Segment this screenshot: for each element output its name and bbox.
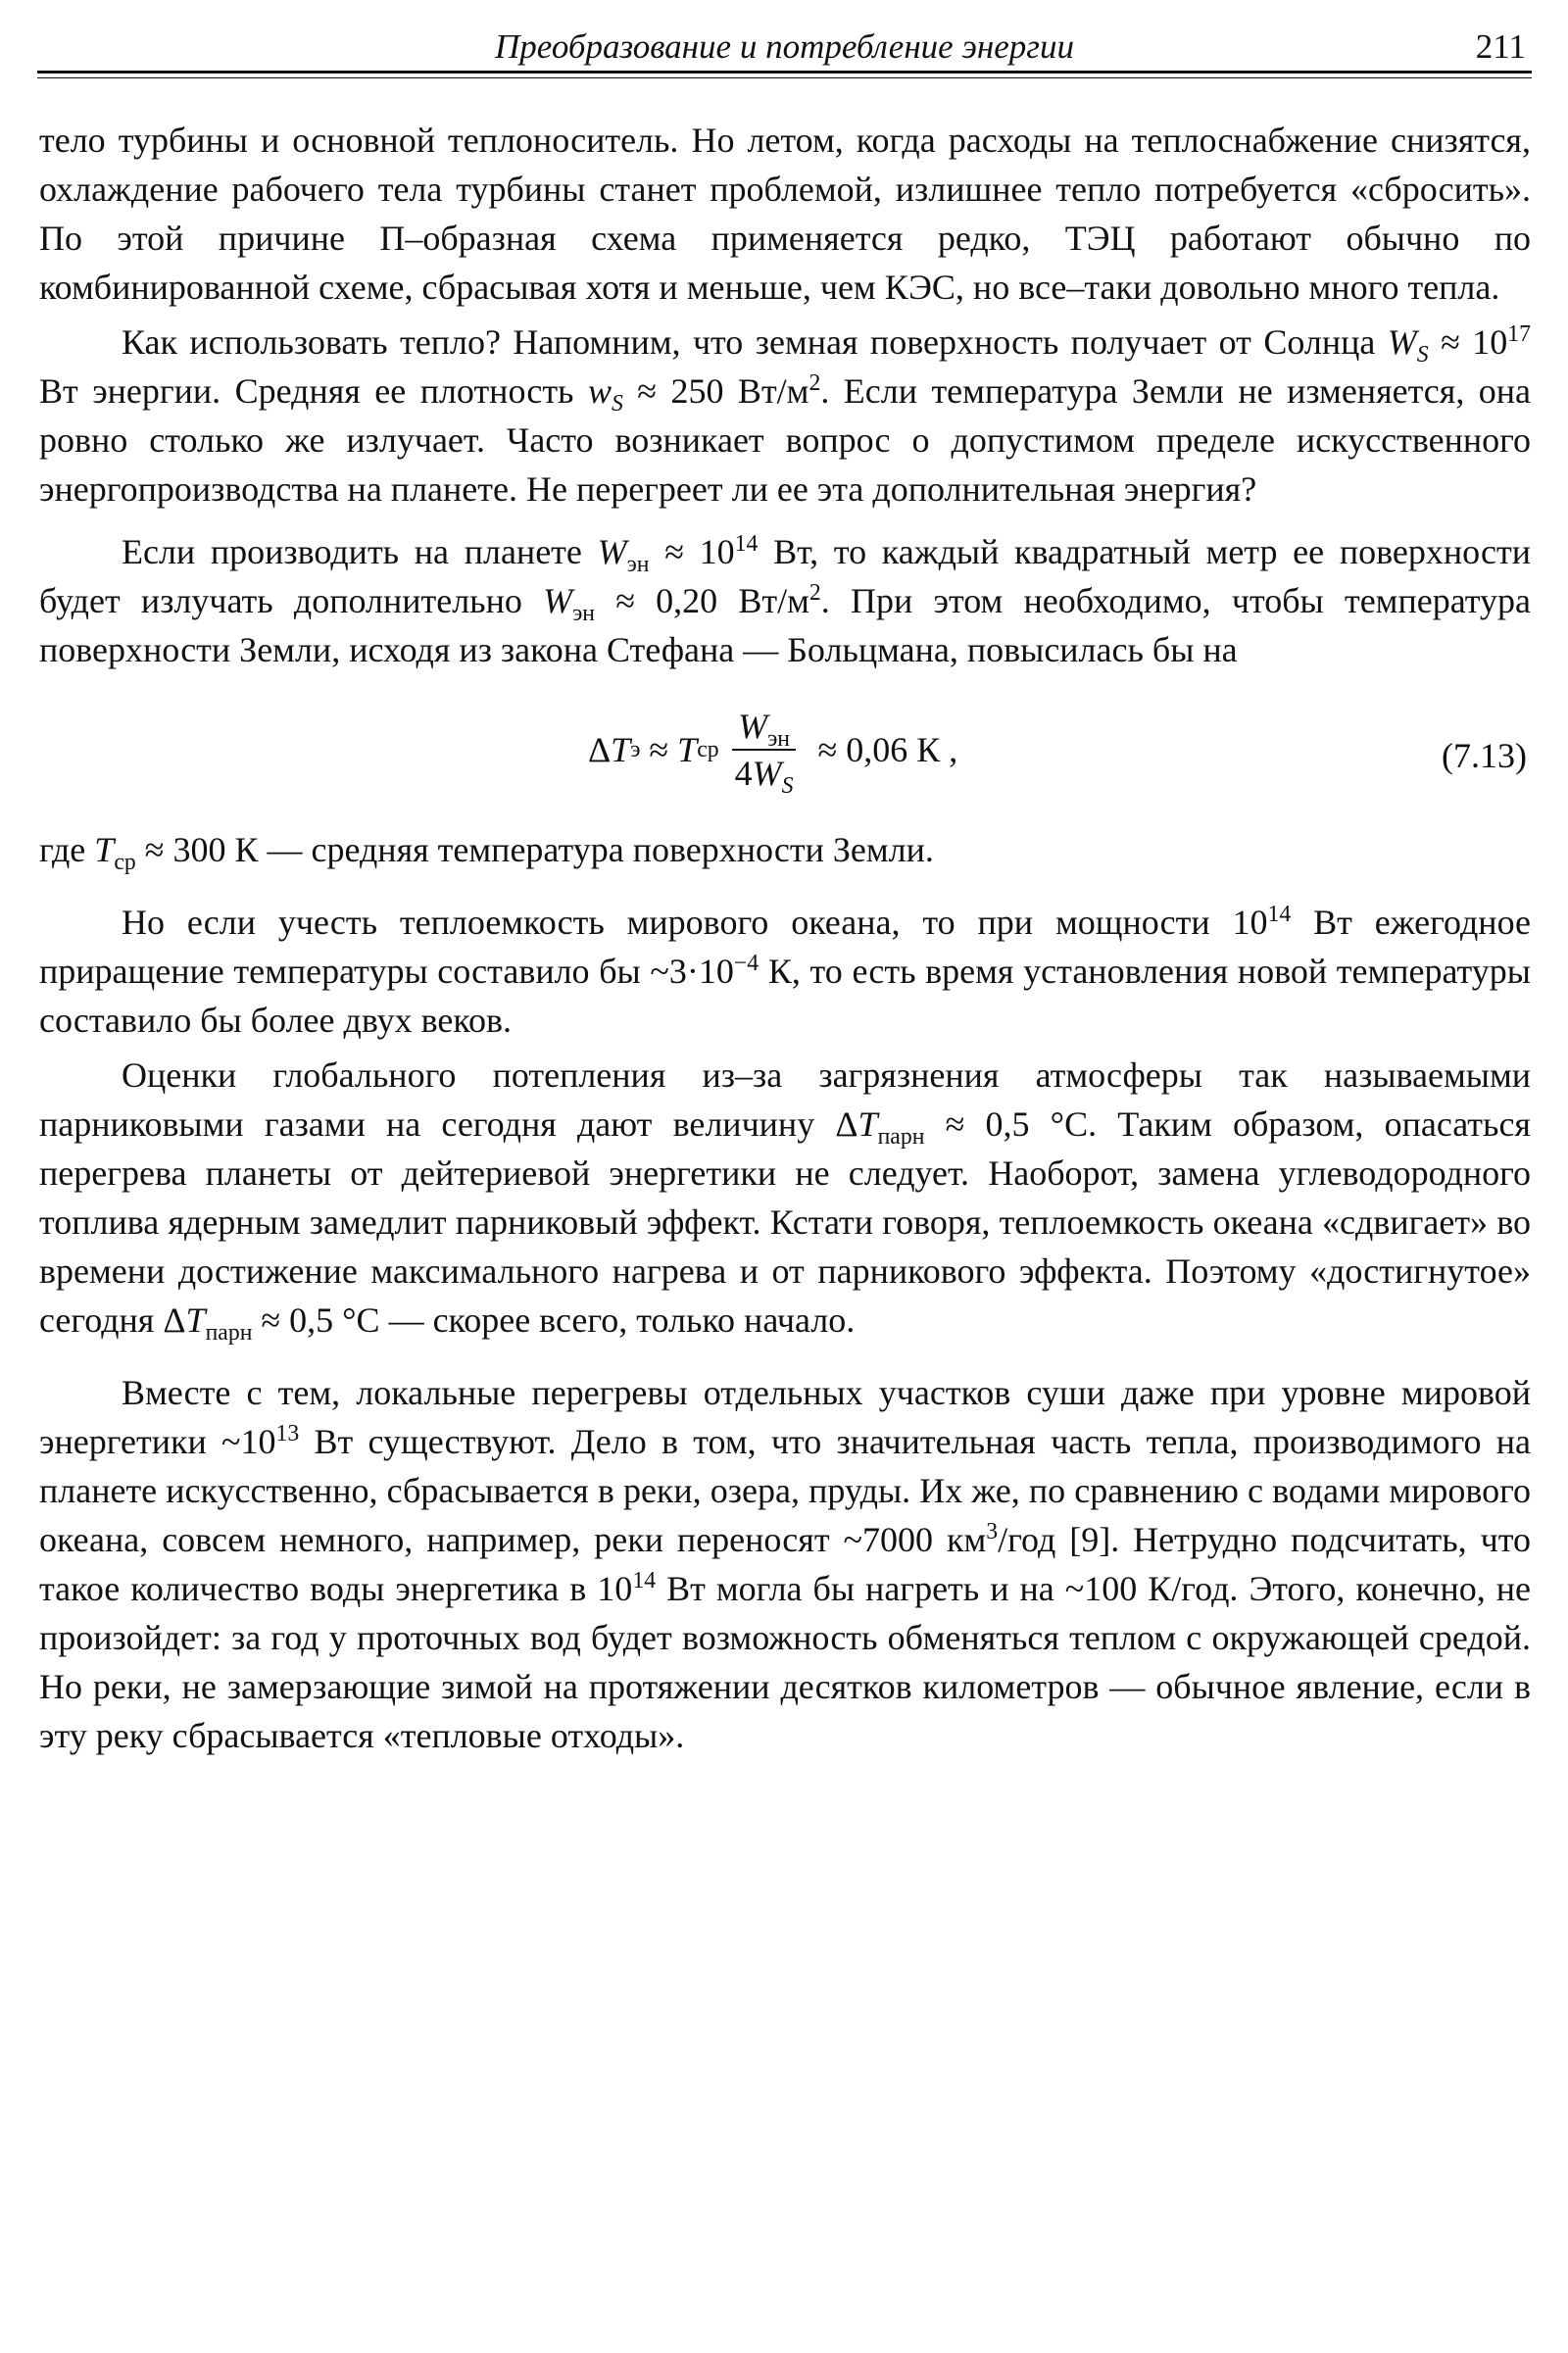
p3-text-3: . При этом необходимо, чтобы температура поверхности Земли, исходя из закона Стефана — Больцмана, повысилась бы на bbox=[39, 581, 1531, 669]
p5-text-1: Но если учесть теплоемкость мирового океана, то при мощности 10 bbox=[122, 903, 1268, 942]
denominator-sub: S bbox=[781, 773, 794, 800]
fraction-numerator bbox=[732, 706, 796, 751]
formula-result: ≈ 0,06 К , bbox=[808, 730, 958, 769]
paragraph-2 bbox=[39, 318, 1531, 514]
p3-text-2: Вт, то каждый квадратный метр ее поверхности будет излучать дополнительно bbox=[39, 532, 1531, 620]
formula-T-cp: T bbox=[677, 730, 698, 769]
p6-sub-parn: парн bbox=[877, 1124, 925, 1151]
p2-exp-2: 2 bbox=[808, 370, 821, 396]
p6-text-2: ≈ 0,5 °С. Таким образом, опасаться перегрева планеты от дейтериевой энергетики не следует. Наоборот, замена углеводородного топлива ядерным замедлит парниковый эффект. Кстати говоря, теплоемкость океана «сдвигает» во времени достижение максимального нагрева и от парникового эффекта. Поэтому «достигнутое» сегодня Δ bbox=[39, 1104, 1531, 1340]
p7-exp-1: 13 bbox=[275, 1421, 300, 1446]
p2-text-2: Вт энергии. Средняя ее плотность bbox=[39, 371, 588, 411]
body-text bbox=[39, 116, 1531, 1760]
paragraph-6 bbox=[39, 1051, 1531, 1345]
p7-text-3: /год [9]. Нетрудно подсчитать, что такое количество воды энергетика в 10 bbox=[39, 1520, 1531, 1608]
paragraph-7 bbox=[39, 1368, 1531, 1760]
formula-approx: ≈ bbox=[640, 730, 678, 769]
formula-T: T bbox=[611, 730, 631, 769]
numerator-W: W bbox=[738, 707, 768, 746]
p7-text-4: Вт могла бы нагреть и на ~100 К/год. Этого, конечно, не произойдет: за год у проточных вод будет возможность обменяться теплом с окружающей средой. Но реки, не замерзающие зимой на протяжении десятков километров — обычное явление, если в эту реку сбрасывается «тепловые отходы». bbox=[39, 1569, 1532, 1755]
p3-sub-en: эн bbox=[626, 552, 650, 578]
p4-text-1: где bbox=[39, 830, 95, 869]
formula-body: Δ T э ≈ T ср $\frac{W_{эн}}{4W_S}$ ≈ 0,06 К , bbox=[588, 707, 958, 800]
p5-text-3: К, то есть время установления новой температуры составило бы более двух веков. bbox=[39, 952, 1531, 1040]
p2-symbol-w: w bbox=[587, 371, 612, 411]
p2-approx-2: ≈ 250 Вт/м bbox=[622, 371, 809, 411]
p3-symbol-W2: W bbox=[543, 581, 573, 620]
p2-sub-S2: S bbox=[611, 391, 623, 417]
p7-exp-2: 3 bbox=[986, 1519, 999, 1544]
p7-text-1: Вместе с тем, локальные перегревы отдельных участков суши даже при уровне мировой энергетики ~10 bbox=[39, 1373, 1531, 1461]
p5-exp-1: 14 bbox=[1267, 902, 1292, 927]
p3-text-1: Если производить на планете bbox=[122, 532, 598, 571]
denominator-prefix: 4 bbox=[734, 754, 753, 793]
p2-text-1: Как использовать тепло? Напомним, что земная поверхность получает от Солнца bbox=[122, 322, 1388, 362]
formula-delta: Δ bbox=[588, 730, 612, 769]
p7-text-2: Вт существуют. Дело в том, что значительная часть тепла, производимого на планете искусственно, сбрасывается в реки, озера, пруды. Их же, по сравнению с водами мирового океана, совсем немного, например, реки переносят ~7000 км bbox=[39, 1422, 1531, 1559]
p7-exp-3: 14 bbox=[632, 1568, 657, 1593]
p2-sub-S: S bbox=[1416, 342, 1429, 368]
paragraph-3 bbox=[39, 527, 1531, 674]
p3-exp-1: 14 bbox=[734, 531, 759, 557]
numerator-sub: эн bbox=[767, 726, 790, 753]
paragraph-5 bbox=[39, 898, 1531, 1045]
p4-sub-cp: ср bbox=[114, 850, 136, 876]
formula-7-13 bbox=[39, 692, 1531, 808]
p2-exp-1: 17 bbox=[1507, 321, 1531, 347]
denominator-W: W bbox=[752, 754, 782, 793]
p6-text-3: ≈ 0,5 °С — скорее всего, только начало. bbox=[252, 1300, 856, 1340]
p6-sub-parn2: парн bbox=[205, 1320, 253, 1347]
p3-approx-2: ≈ 0,20 Вт/м bbox=[594, 581, 809, 620]
header-title: Преобразование и потребление энергии bbox=[495, 27, 1074, 66]
p2-symbol-W: W bbox=[1387, 322, 1417, 362]
p5-text-2: Вт ежегодное приращение температуры составило бы ~3·10 bbox=[39, 903, 1531, 991]
p3-approx-1: ≈ 10 bbox=[649, 532, 735, 571]
p6-symbol-T: T bbox=[858, 1104, 878, 1144]
p3-symbol-W: W bbox=[597, 532, 627, 571]
p3-sub-en2: эн bbox=[572, 601, 595, 627]
page-number: 211 bbox=[1475, 27, 1526, 66]
p4-text-2: ≈ 300 К — средняя температура поверхности Земли. bbox=[135, 830, 934, 869]
p5-exp-2: −4 bbox=[733, 951, 760, 976]
running-header bbox=[37, 27, 1532, 73]
p3-exp-2: 2 bbox=[808, 580, 821, 606]
formula-fraction bbox=[729, 706, 800, 800]
paragraph-1-text: тело турбины и основной теплоноситель. Но летом, когда расходы на теплоснабжение снизятся, охлаждение рабочего тела турбины станет проблемой, излишнее тепло потребуется «сбросить». По этой причине П–образная схема применяется редко, ТЭЦ работают обычно по комбинированной схеме, сбрасывая хотя и меньше, чем КЭС, но все–таки довольно много тепла. bbox=[39, 121, 1531, 307]
p4-symbol-T: T bbox=[94, 830, 115, 869]
p2-text-3: . Если температура Земли не изменяется, она ровно столько же излучает. Часто возникает вопрос о допустимом пределе искусственного энергопроизводства на планете. Не перегреет ли ее эта дополнительная энергия? bbox=[39, 371, 1532, 509]
p2-approx-1: ≈ 10 bbox=[1428, 322, 1508, 362]
header-rule-thin bbox=[37, 77, 1532, 78]
formula-number: (7.13) bbox=[1442, 736, 1527, 775]
p6-text-1: Оценки глобального потепления из–за загрязнения атмосферы так называемыми парниковыми газами на сегодня дают величину Δ bbox=[39, 1055, 1531, 1144]
header-rule-thick bbox=[37, 71, 1532, 74]
paragraph-4 bbox=[39, 825, 1531, 874]
fraction-denominator bbox=[729, 751, 800, 800]
paragraph-1 bbox=[39, 116, 1531, 312]
p6-symbol-T2: T bbox=[185, 1300, 206, 1340]
